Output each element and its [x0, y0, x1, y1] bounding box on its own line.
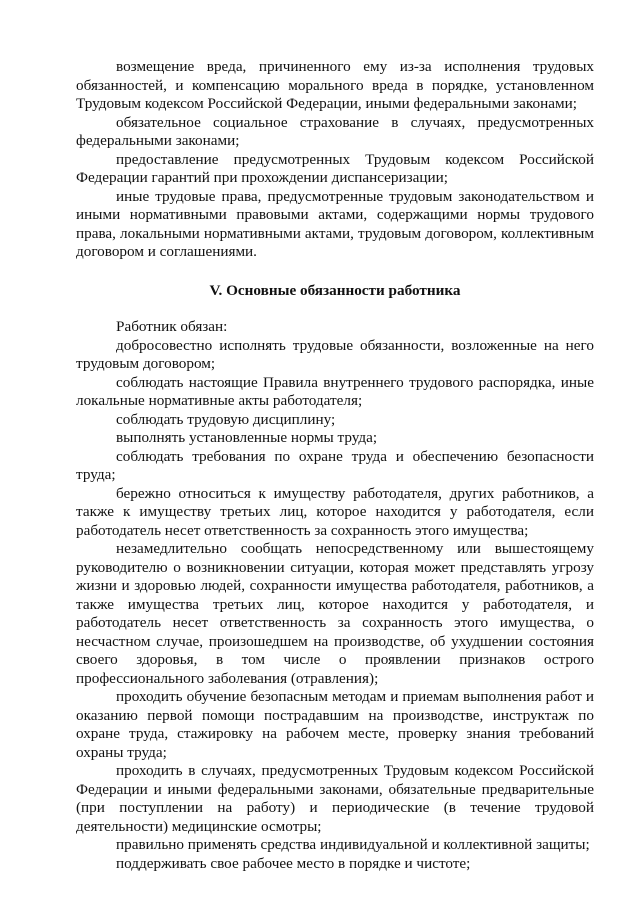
paragraph-medical-checkups: проходить в случаях, предусмотренных Трудовым кодексом Российской Федерации и иными федеральными законами, обязательные предварительные (при поступлении на работу) и периодические (в течение трудовой деятельности) медицинские осмотры; — [76, 762, 594, 835]
paragraph-safety-training: проходить обучение безопасным методам и приемам выполнения работ и оказанию первой помощи пострадавшим на производстве, инструктаж по охране труда, стажировку на рабочем месте, проверку знания требований охраны труда; — [76, 688, 594, 761]
paragraph-other-rights: иные трудовые права, предусмотренные трудовым законодательством и иными нормативными правовыми актами, содержащими нормы трудового права, локальными нормативными актами, трудовым договором, коллективным договором и соглашениями. — [76, 187, 594, 260]
paragraph-discipline: соблюдать трудовую дисциплину; — [116, 410, 336, 428]
paragraph-workplace-order: поддерживать свое рабочее место в порядке и чистоте; — [116, 854, 471, 872]
paragraph-social-insurance: обязательное социальное страхование в случаях, предусмотренных федеральными законами; — [76, 113, 594, 149]
paragraph-employee-obliged: Работник обязан: — [116, 318, 228, 335]
section-heading: V. Основные обязанности работника — [209, 281, 461, 299]
paragraph-report-hazards: незамедлительно сообщать непосредственному или вышестоящему руководителю о возникновении ситуации, которая может представлять угрозу жизни и здоровью людей, сохранности имущества работодателя, работников, а также имущества третьих лиц, которое находится у работодателя, и работодатель несет ответственность за сохранность этого имущества, о несчастном случае, произошедшем на производстве, об ухудшении состояния своего здоровья, в том числе о проявлении признаков острого профессионального заболевания (отравления); — [76, 540, 594, 687]
paragraph-labor-safety: соблюдать требования по охране труда и обеспечению безопасности труда; — [76, 447, 594, 483]
paragraph-protective-equipment: правильно применять средства индивидуальной и коллективной защиты; — [116, 836, 590, 853]
paragraph-property-care: бережно относиться к имуществу работодателя, других работников, а также к имуществу третьих лиц, которое находится у работодателя, если работодатель несет ответственность за сохранность этого имущества; — [76, 484, 594, 539]
paragraph-follow-rules: соблюдать настоящие Правила внутреннего трудового распорядка, иные локальные нормативные акты работодателя; — [76, 373, 594, 409]
paragraph-medical-exam-guarantees: предоставление предусмотренных Трудовым кодексом Российской Федерации гарантий при прохождении диспансеризации; — [76, 150, 594, 186]
paragraph-compensation: возмещение вреда, причиненного ему из-за исполнения трудовых обязанностей, и компенсацию морального вреда в порядке, установленном Трудовым кодексом Российской Федерации, иными федеральными законами; — [76, 58, 594, 112]
paragraph-labor-norms: выполнять установленные нормы труда; — [116, 429, 378, 446]
paragraph-perform-duties: добросовестно исполнять трудовые обязанности, возложенные на него трудовым договором; — [76, 336, 594, 372]
